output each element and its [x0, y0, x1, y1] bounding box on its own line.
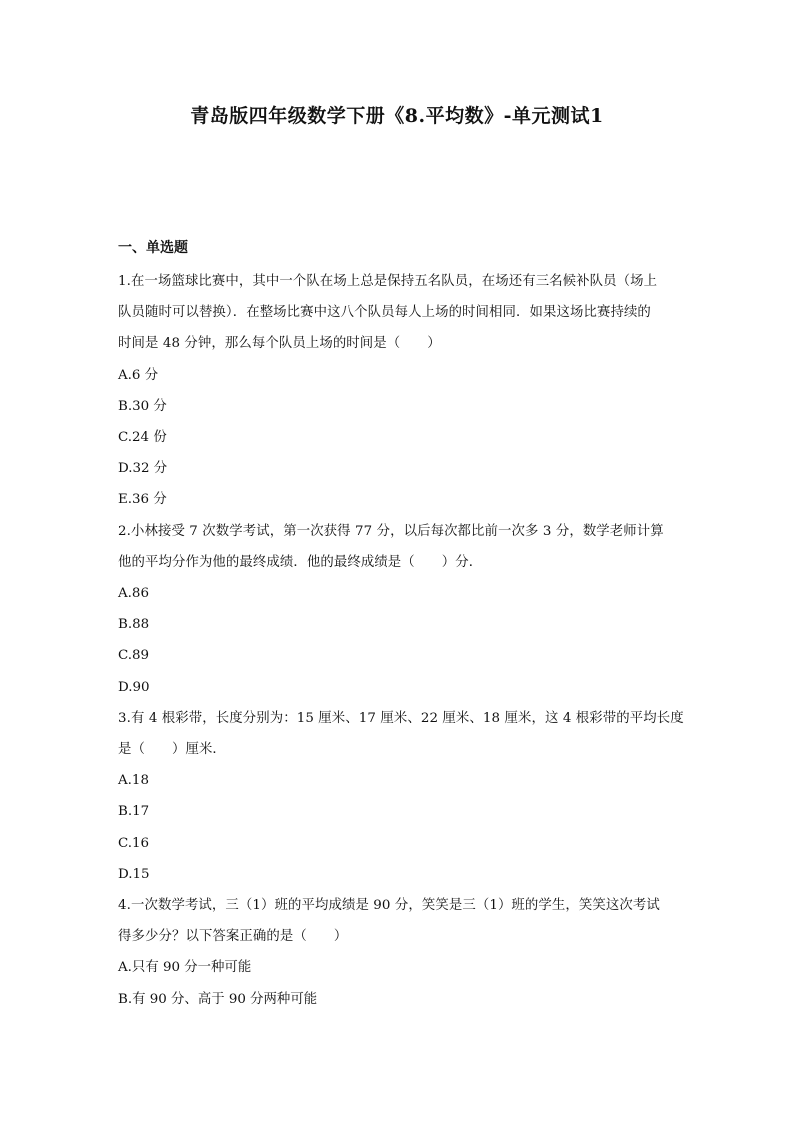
question-1-option-d: D.32 分 — [118, 461, 168, 477]
question-1-option-b: B.30 分 — [118, 398, 167, 414]
question-2-line-1: 2.小林接受 7 次数学考试，第一次获得 77 分，以后每次都比前一次多 3 分，数学老师计算 — [118, 523, 664, 539]
question-1-line-3: 时间是 48 分钟，那么每个队员上场的时间是（ ） — [118, 336, 441, 352]
question-3-option-d: D.15 — [118, 866, 150, 882]
question-4-option-a: A.只有 90 分一种可能 — [118, 960, 252, 976]
question-3-option-a: A.18 — [118, 773, 149, 789]
section-heading: 一、单选题 — [118, 240, 188, 256]
question-1-line-2: 队员随时可以替换）．在整场比赛中这八个队员每人上场的时间相同．如果这场比赛持续的 — [118, 305, 651, 321]
question-2-option-b: B.88 — [118, 617, 150, 633]
document-body — [118, 235, 684, 1015]
question-1-option-c: C.24 份 — [118, 430, 167, 446]
question-4 — [118, 890, 678, 1015]
question-3-option-b: B.17 — [118, 804, 150, 820]
question-3-option-c: C.16 — [118, 835, 150, 851]
question-3 — [118, 703, 684, 890]
question-4-option-b: B.有 90 分、高于 90 分两种可能 — [118, 991, 318, 1007]
question-4-line-1: 4.一次数学考试，三（1）班的平均成绩是 90 分，笑笑是三（1）班的学生，笑笑这次考试 — [118, 898, 660, 914]
question-4-line-2: 得多少分？以下答案正确的是（ ） — [118, 929, 348, 945]
question-1-option-e: E.36 分 — [118, 492, 167, 508]
question-3-line-1: 3.有 4 根彩带，长度分别为：15 厘米、17 厘米、22 厘米、18 厘米，这 4 根彩带的平均长度 — [118, 710, 684, 726]
question-1-line-1: 1.在一场篮球比赛中，其中一个队在场上总是保持五名队员，在场还有三名候补队员（场上 — [118, 274, 658, 289]
question-2-option-d: D.90 — [118, 679, 150, 695]
question-2 — [118, 516, 678, 703]
question-1 — [118, 266, 678, 516]
question-2-line-2: 他的平均分作为他的最终成绩．他的最终成绩是（ ）分． — [118, 554, 483, 570]
question-2-option-a: A.86 — [118, 586, 149, 602]
question-1-option-a: A.6 分 — [118, 367, 159, 383]
page-title: 青岛版四年级数学下册《8.平均数》-单元测试1 — [190, 105, 604, 127]
question-3-line-2: 是（ ）厘米． — [118, 742, 226, 758]
question-2-option-c: C.89 — [118, 648, 150, 664]
